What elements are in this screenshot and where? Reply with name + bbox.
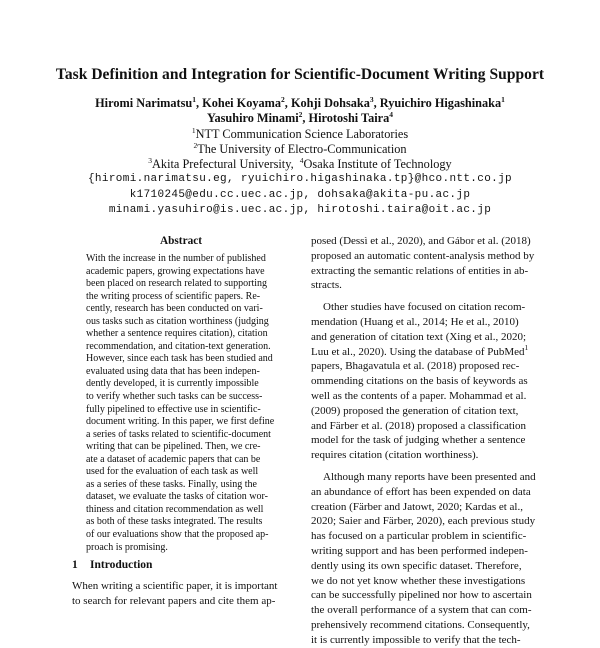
text-line: ommending citations on the basis of keywords as	[311, 375, 528, 388]
text-line: recommendation, and citation-text generation.	[86, 340, 271, 352]
affiliation-sup: 1	[191, 125, 196, 135]
text-line: whether a sentence requires citation), citation	[86, 328, 268, 340]
author-name: Kohei Koyama	[202, 96, 282, 110]
introduction-body	[72, 579, 294, 609]
text-line: Other studies have focused on citation recom-	[323, 301, 526, 314]
text-line: With the increase in the number of published	[86, 253, 266, 264]
author-sup: 2	[298, 110, 303, 120]
section-number: 1	[72, 559, 78, 571]
text-line: a series of tasks related to scientific-document	[86, 428, 271, 440]
text-line: evaluated using data that has been indepen-	[86, 365, 260, 377]
text-line: papers, Bhagavatula et al. (2018) proposed rec-	[311, 360, 520, 373]
text-line: it is currently impossible to verify that the tech-	[311, 633, 521, 646]
text-line: However, since each task has been studied and	[86, 353, 273, 365]
text-line: academic papers, growing expectations have	[86, 265, 265, 277]
text-line: writing that can be pipelined. Then, we cre-	[86, 441, 261, 453]
text-line: dently developed, it is currently impossible	[86, 378, 259, 390]
section-heading-introduction	[72, 559, 152, 571]
text-line: used for the evaluation of each task as well	[86, 466, 259, 478]
author-sep: ,	[284, 96, 291, 110]
email-line[interactable]: minami.yasuhiro@is.uec.ac.jp, hirotoshi.taira@oit.ac.jp	[108, 204, 492, 217]
text-line: creation (Färber and Jatowt, 2020; Kardas et al.,	[311, 500, 523, 513]
paper-title: Task Definition and Integration for Scientific-Document Writing Support	[55, 66, 545, 83]
section-title: Introduction	[90, 559, 153, 571]
text-line: prehensively recommend citations. Consequently,	[311, 618, 530, 631]
text-line: proach is promising.	[86, 541, 168, 553]
text-line: model for the task of judging whether a sentence	[311, 434, 526, 447]
text-line: an abundance of effort has been expended on data	[311, 485, 531, 498]
author-line-1	[0, 96, 600, 111]
author-sup: 2	[281, 95, 285, 104]
text-line: document writing. In this paper, we first define	[86, 416, 275, 428]
text-line: mendation (Huang et al., 2014; He et al., 2010)	[311, 315, 519, 328]
affiliation-3-4	[0, 157, 600, 172]
author-sup: 1	[192, 95, 196, 104]
text-line: of our evaluations show that the proposed ap-	[86, 529, 269, 541]
text-line: requires citation (citation worthiness).	[311, 449, 479, 462]
author-sup: 3	[369, 95, 374, 104]
abstract-body	[86, 253, 276, 554]
text-line: Luu et al., 2020). Using the database of PubMed$^1$	[311, 342, 529, 358]
paragraph	[311, 470, 536, 648]
text-line: the overall performance of a system that can com-	[311, 604, 532, 617]
text-line: and Färber et al. (2018) proposed a classification	[311, 419, 527, 432]
affiliation-2	[0, 142, 600, 157]
text-line: (2009) proposed the generation of citation text,	[311, 404, 519, 417]
paragraph	[311, 234, 533, 293]
author-sep: ,	[195, 96, 203, 110]
text-line: ate a dataset of academic papers that can be	[86, 453, 261, 465]
email-line[interactable]: k1710245@edu.cc.uec.ac.jp, dohsaka@akita-pu.ac.jp	[129, 188, 471, 201]
author-sep: ,	[302, 111, 309, 126]
affiliation-1	[0, 127, 600, 142]
affiliation-sup: 2	[193, 140, 198, 150]
author-name: Yasuhiro Minami	[206, 111, 299, 126]
text-line: fully pipelined to effective use in scientific-	[86, 403, 261, 415]
text-line: 2020; Saier and Färber, 2020), each previous study	[311, 515, 536, 528]
text-line: extracting the semantic relations of entities in ab-	[311, 264, 529, 277]
author-line-2	[0, 111, 600, 126]
affiliation-text: Akita Prefectural University,	[152, 157, 300, 172]
text-line: dataset, we evaluate the tasks of citation wor-	[86, 491, 268, 503]
text-line: thiness and citation recommendation as well	[86, 503, 264, 515]
author-name: Ryuichiro Higashinaka	[379, 96, 502, 110]
right-column	[311, 234, 536, 648]
text-line: to search for relevant papers and cite them ap-	[72, 595, 276, 607]
text-line: ous tasks such as citation worthiness (judging	[86, 315, 269, 327]
text-line: to verify whether such tasks can be success-	[86, 391, 263, 403]
text-line: stracts.	[311, 279, 342, 292]
author-block	[0, 96, 600, 218]
text-line: we do not yet know whether these investigations	[311, 574, 526, 587]
abstract-heading: Abstract	[159, 235, 203, 247]
text-line: posed (Dessì et al., 2020), and Gábor et al. (2018)	[311, 235, 531, 247]
text-line: and generation of citation text (Xing et al., 2020;	[311, 330, 527, 343]
author-sep: ,	[373, 96, 380, 110]
author-name: Hiromi Narimatsu	[95, 96, 193, 110]
affiliation-sup: 3	[148, 156, 153, 166]
affiliation-text: NTT Communication Science Laboratories	[195, 126, 409, 141]
footnote-marker: 1	[524, 342, 529, 352]
author-sup: 4	[389, 110, 394, 120]
author-name: Kohji Dohsaka	[290, 96, 370, 110]
text-line: been placed on research related to supporting	[86, 278, 268, 290]
affiliation-sup: 4	[299, 156, 304, 166]
affiliation-text: The University of Electro-Communication	[197, 141, 407, 156]
email-line[interactable]: {hiromi.narimatsu.eg, ryuichiro.higashinaka.tp}@hco.ntt.co.jp	[87, 173, 512, 186]
text-line: cently, research has been conducted on vari-	[86, 303, 263, 315]
text-line: as both of these tasks integrated. The results	[86, 516, 263, 528]
text-line: Although many reports have been presented and	[323, 470, 536, 483]
text-line: writing support and has been performed indepen-	[311, 544, 528, 557]
author-sup: 1	[501, 95, 505, 104]
text-line: well as the contents of a paper. Mohammad et al.	[311, 389, 527, 402]
text-line: dently using its own specific dataset. Therefore,	[311, 559, 522, 572]
text-line: When writing a scientific paper, it is important	[72, 580, 278, 592]
affiliation-text: Osaka Institute of Technology	[303, 157, 452, 172]
text-line: the writing process of scientific papers. Re-	[86, 290, 261, 302]
author-name: Hirotoshi Taira	[308, 111, 390, 126]
text-line: has focused on a particular problem in scientific-	[311, 530, 527, 543]
text-line: as a series of these tasks. Finally, using the	[86, 478, 257, 490]
paragraph	[311, 300, 533, 463]
text-line: can be successfully pipelined nor how to ascertain	[311, 589, 532, 602]
text-line: proposed an automatic content-analysis method by	[311, 249, 535, 262]
